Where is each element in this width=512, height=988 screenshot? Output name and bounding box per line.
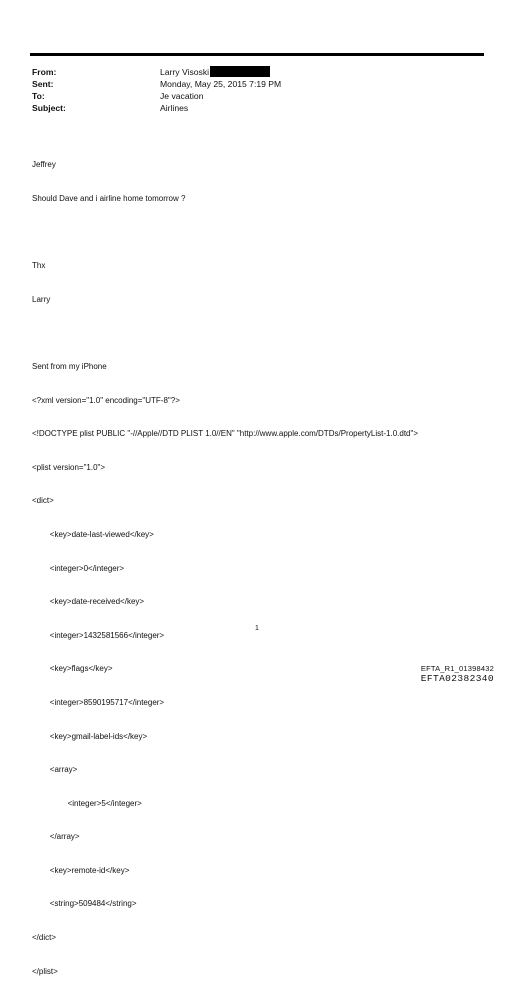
from-value xyxy=(160,66,270,78)
bates-number-secondary: EFTA02382340 xyxy=(420,673,494,684)
plist-line: <key>flags</key> xyxy=(32,664,113,674)
email-body xyxy=(32,137,418,988)
page-number: 1 xyxy=(255,625,259,632)
thanks: Thx xyxy=(32,261,46,271)
sent-label: Sent: xyxy=(32,79,54,89)
plist-line: <key>date-last-viewed</key> xyxy=(32,529,154,539)
to-value: Je vacation xyxy=(160,91,204,101)
subject-value: Airlines xyxy=(160,103,189,113)
plist-line: <string>509484</string> xyxy=(32,899,137,909)
question: Should Dave and i airline home tomorrow ? xyxy=(32,194,186,203)
greeting: Jeffrey xyxy=(32,160,56,170)
subject-label: Subject: xyxy=(32,103,66,113)
plist-line: </array> xyxy=(32,832,80,842)
plist-line: <plist version="1.0"> xyxy=(32,462,106,472)
plist-line: <integer>8590195717</integer> xyxy=(32,697,165,707)
signature: Larry xyxy=(32,294,51,304)
from-label: From: xyxy=(32,67,57,77)
plist-line: <integer>5</integer> xyxy=(32,798,142,808)
plist-line: <?xml version="1.0" encoding="UTF-8"?> xyxy=(32,395,180,405)
to-label: To: xyxy=(32,91,45,101)
plist-line: <integer>1432581566</integer> xyxy=(32,630,165,640)
plist-line: <!DOCTYPE plist PUBLIC "-//Apple//DTD PLIST 1.0//EN" "http://www.apple.com/DTDs/PropertyList-1.0.dtd"> xyxy=(32,429,419,439)
sent-value: Monday, May 25, 2015 7:19 PM xyxy=(160,79,282,89)
redaction-box xyxy=(210,66,270,77)
plist-line: <array> xyxy=(32,765,78,775)
plist-line: </dict> xyxy=(32,933,57,943)
plist-line: <key>date-received</key> xyxy=(32,597,145,607)
bates-number-primary: EFTA_R1_01398432 xyxy=(420,664,494,673)
plist-line: <dict> xyxy=(32,496,54,506)
sent-from: Sent from my iPhone xyxy=(32,361,107,371)
plist-line: <key>remote-id</key> xyxy=(32,865,130,875)
plist-line: </plist> xyxy=(32,966,58,976)
header-rule xyxy=(30,53,484,56)
plist-line: <integer>0</integer> xyxy=(32,563,125,573)
from-name: Larry Visoski xyxy=(160,67,210,77)
plist-line: <key>gmail-label-ids</key> xyxy=(32,731,148,741)
